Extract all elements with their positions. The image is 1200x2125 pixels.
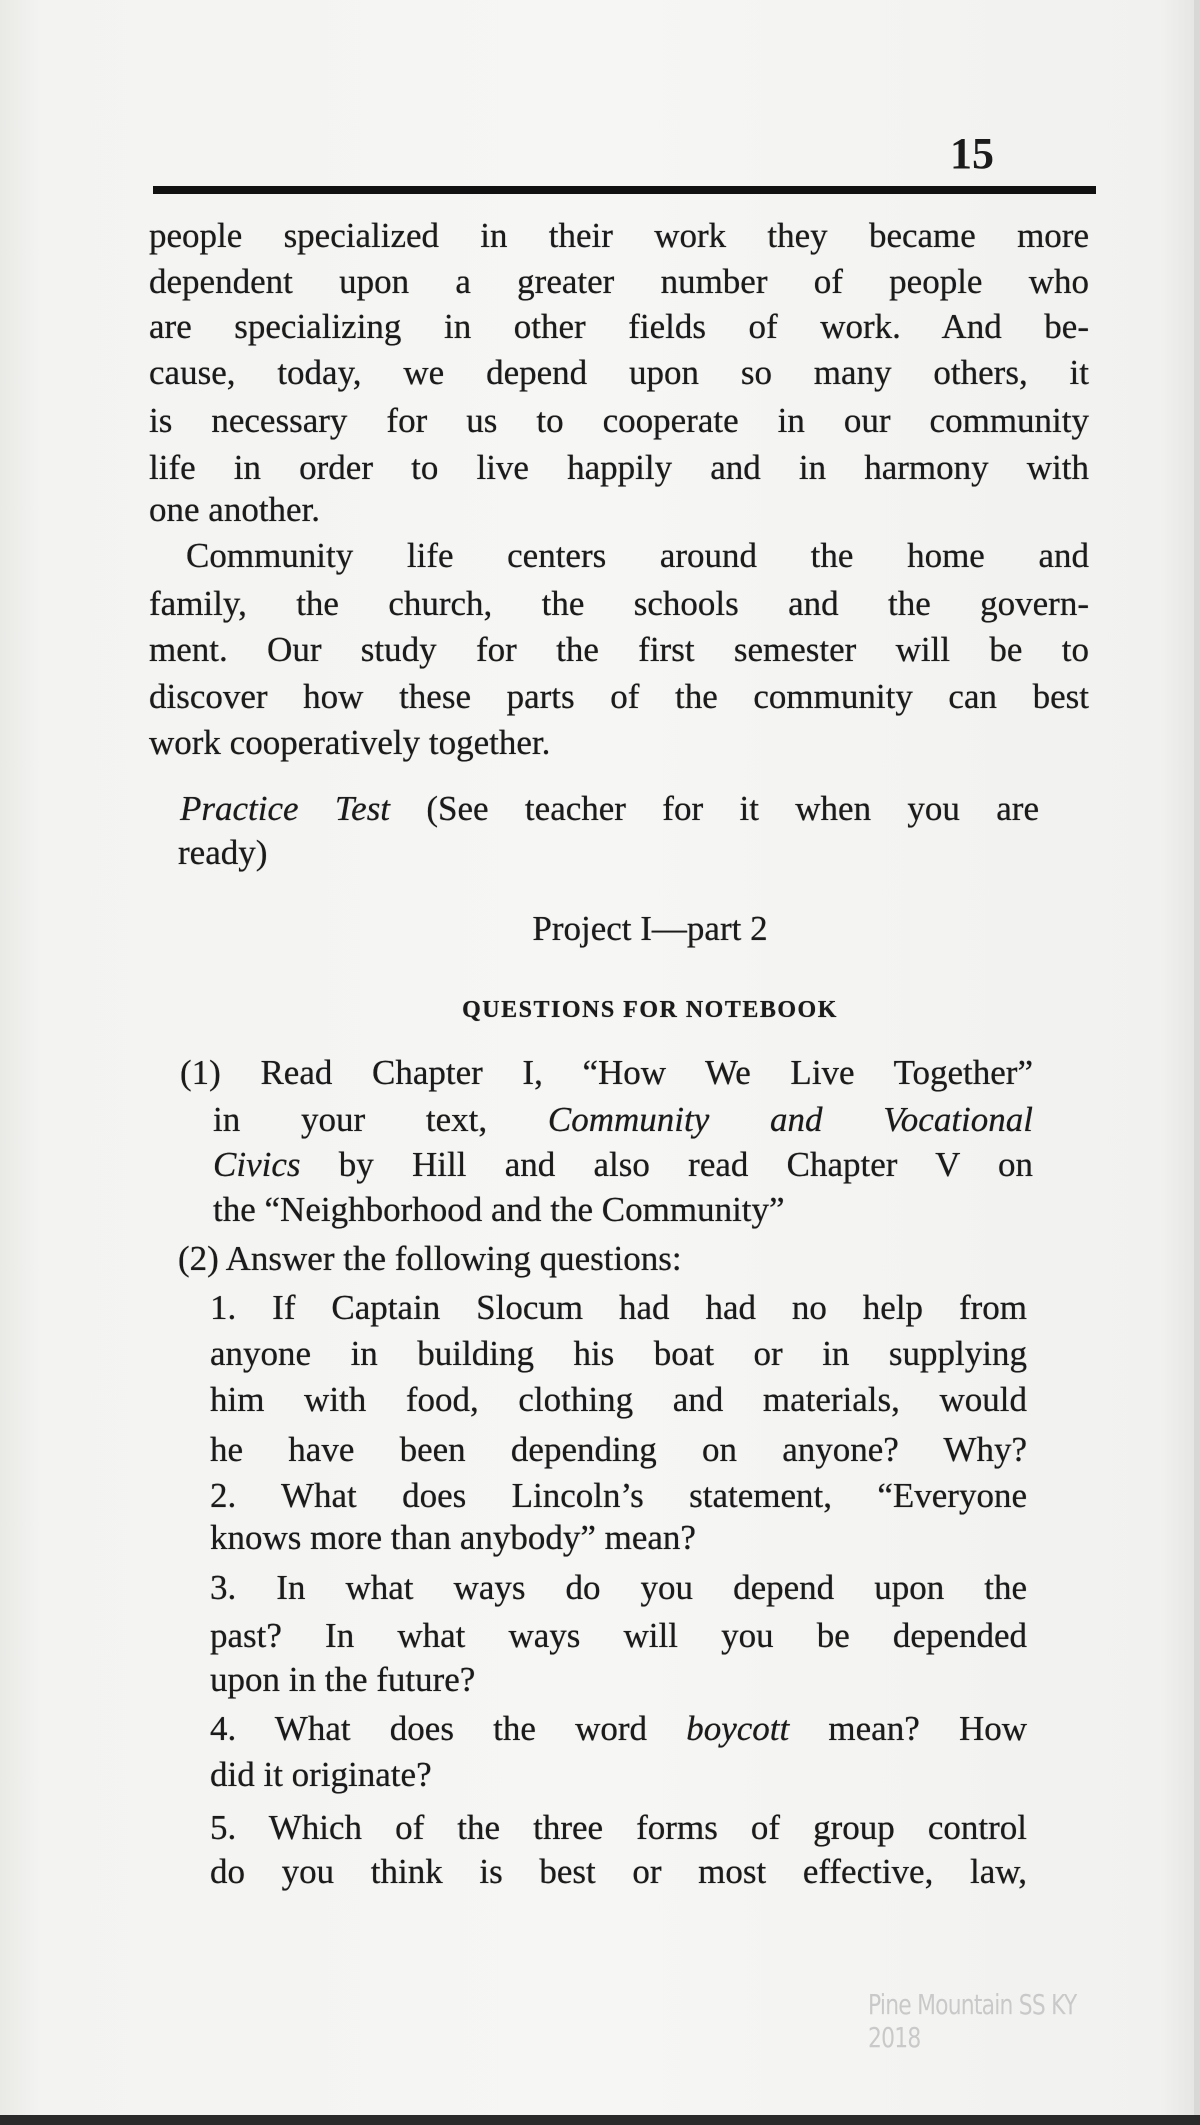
question-line bbox=[210, 1377, 1027, 1423]
italic-text-segment: Community and Vocational bbox=[547, 1100, 1033, 1139]
body-line bbox=[149, 213, 1089, 259]
header-rule bbox=[153, 186, 1096, 194]
text-segment: family, the church, the schools and the govern- bbox=[149, 584, 1089, 623]
practice-test-line bbox=[178, 830, 1039, 876]
body-line bbox=[149, 627, 1089, 673]
instruction-line bbox=[178, 1236, 1033, 1282]
question-line bbox=[210, 1515, 1027, 1561]
text-segment: do you think is best or most effective, law, bbox=[210, 1852, 1027, 1891]
text-segment: past? In what ways will you be depended bbox=[210, 1616, 1027, 1655]
text-segment: is necessary for us to cooperate in our community bbox=[149, 401, 1089, 440]
text-segment: (See teacher for it when you are bbox=[390, 789, 1039, 828]
question-line bbox=[210, 1427, 1027, 1473]
body-line bbox=[149, 398, 1089, 444]
question-line bbox=[210, 1331, 1027, 1377]
italic-text-segment: Practice Test bbox=[180, 789, 391, 828]
text-segment: life in order to live happily and in harmony with bbox=[149, 448, 1089, 487]
text-segment: dependent upon a greater number of people who bbox=[149, 262, 1089, 301]
text-segment: him with food, clothing and materials, would bbox=[210, 1380, 1027, 1419]
practice-test-line bbox=[180, 786, 1039, 832]
text-segment: (1) Read Chapter I, “How We Live Together” bbox=[180, 1053, 1033, 1092]
page-number: 15 bbox=[950, 129, 994, 178]
text-segment: 5. Which of the three forms of group control bbox=[210, 1808, 1027, 1847]
text-segment: QUESTIONS FOR NOTEBOOK bbox=[462, 997, 838, 1023]
text-segment: the “Neighborhood and the Community” bbox=[213, 1190, 785, 1229]
question-line bbox=[210, 1613, 1027, 1659]
text-segment: 1. If Captain Slocum had had no help from bbox=[210, 1288, 1027, 1327]
text-segment: he have been depending on anyone? Why? bbox=[210, 1430, 1027, 1469]
body-line bbox=[149, 674, 1089, 720]
questions-heading bbox=[300, 987, 1000, 1033]
text-segment: ment. Our study for the first semester will be to bbox=[149, 630, 1089, 669]
question-line bbox=[210, 1805, 1027, 1851]
instruction-line bbox=[213, 1097, 1033, 1143]
question-line bbox=[210, 1849, 1027, 1895]
watermark: Pine Mountain SS KY 2018 bbox=[868, 1988, 1077, 2054]
question-line bbox=[210, 1752, 1027, 1798]
text-segment: mean? How bbox=[789, 1709, 1027, 1748]
text-segment: upon in the future? bbox=[210, 1660, 476, 1699]
text-segment: cause, today, we depend upon so many others, it bbox=[149, 353, 1089, 392]
question-line bbox=[210, 1473, 1027, 1519]
text-segment: Community life centers around the home and bbox=[186, 536, 1089, 575]
body-line bbox=[149, 487, 1089, 533]
instruction-line bbox=[180, 1050, 1033, 1096]
text-segment: people specialized in their work they became more bbox=[149, 216, 1089, 255]
question-line bbox=[210, 1285, 1027, 1331]
text-segment: by Hill and also read Chapter V on bbox=[300, 1145, 1033, 1184]
text-segment: anyone in building his boat or in supplying bbox=[210, 1334, 1027, 1373]
body-line bbox=[149, 720, 1089, 766]
body-line bbox=[149, 581, 1089, 627]
text-segment: knows more than anybody” mean? bbox=[210, 1518, 696, 1557]
body-line bbox=[149, 350, 1089, 396]
text-segment: did it originate? bbox=[210, 1755, 432, 1794]
text-segment: discover how these parts of the community can best bbox=[149, 677, 1089, 716]
text-segment: 3. In what ways do you depend upon the bbox=[210, 1568, 1027, 1607]
body-line bbox=[149, 259, 1089, 305]
text-segment: 2. What does Lincoln’s statement, “Everyone bbox=[210, 1476, 1027, 1515]
text-segment: ready) bbox=[178, 833, 268, 872]
text-segment: in your text, bbox=[213, 1100, 548, 1139]
italic-text-segment: Civics bbox=[213, 1145, 301, 1184]
instruction-line bbox=[213, 1142, 1033, 1188]
body-line bbox=[149, 304, 1089, 350]
question-line bbox=[210, 1706, 1027, 1752]
text-segment: one another. bbox=[149, 490, 321, 529]
page-edge bbox=[1194, 0, 1200, 2125]
question-line bbox=[210, 1657, 1027, 1703]
question-line bbox=[210, 1565, 1027, 1611]
page-bottom-edge bbox=[0, 2115, 1200, 2125]
text-segment: work cooperatively together. bbox=[149, 723, 551, 762]
body-line bbox=[186, 533, 1089, 579]
text-segment: Project I—part 2 bbox=[532, 909, 768, 948]
body-line bbox=[149, 445, 1089, 491]
text-segment: (2) Answer the following questions: bbox=[178, 1239, 682, 1278]
project-heading bbox=[300, 906, 1000, 952]
italic-text-segment: boycott bbox=[686, 1709, 790, 1748]
instruction-line bbox=[213, 1187, 1033, 1233]
text-segment: are specializing in other fields of work. And be- bbox=[149, 307, 1089, 346]
text-segment: 4. What does the word bbox=[210, 1709, 687, 1748]
